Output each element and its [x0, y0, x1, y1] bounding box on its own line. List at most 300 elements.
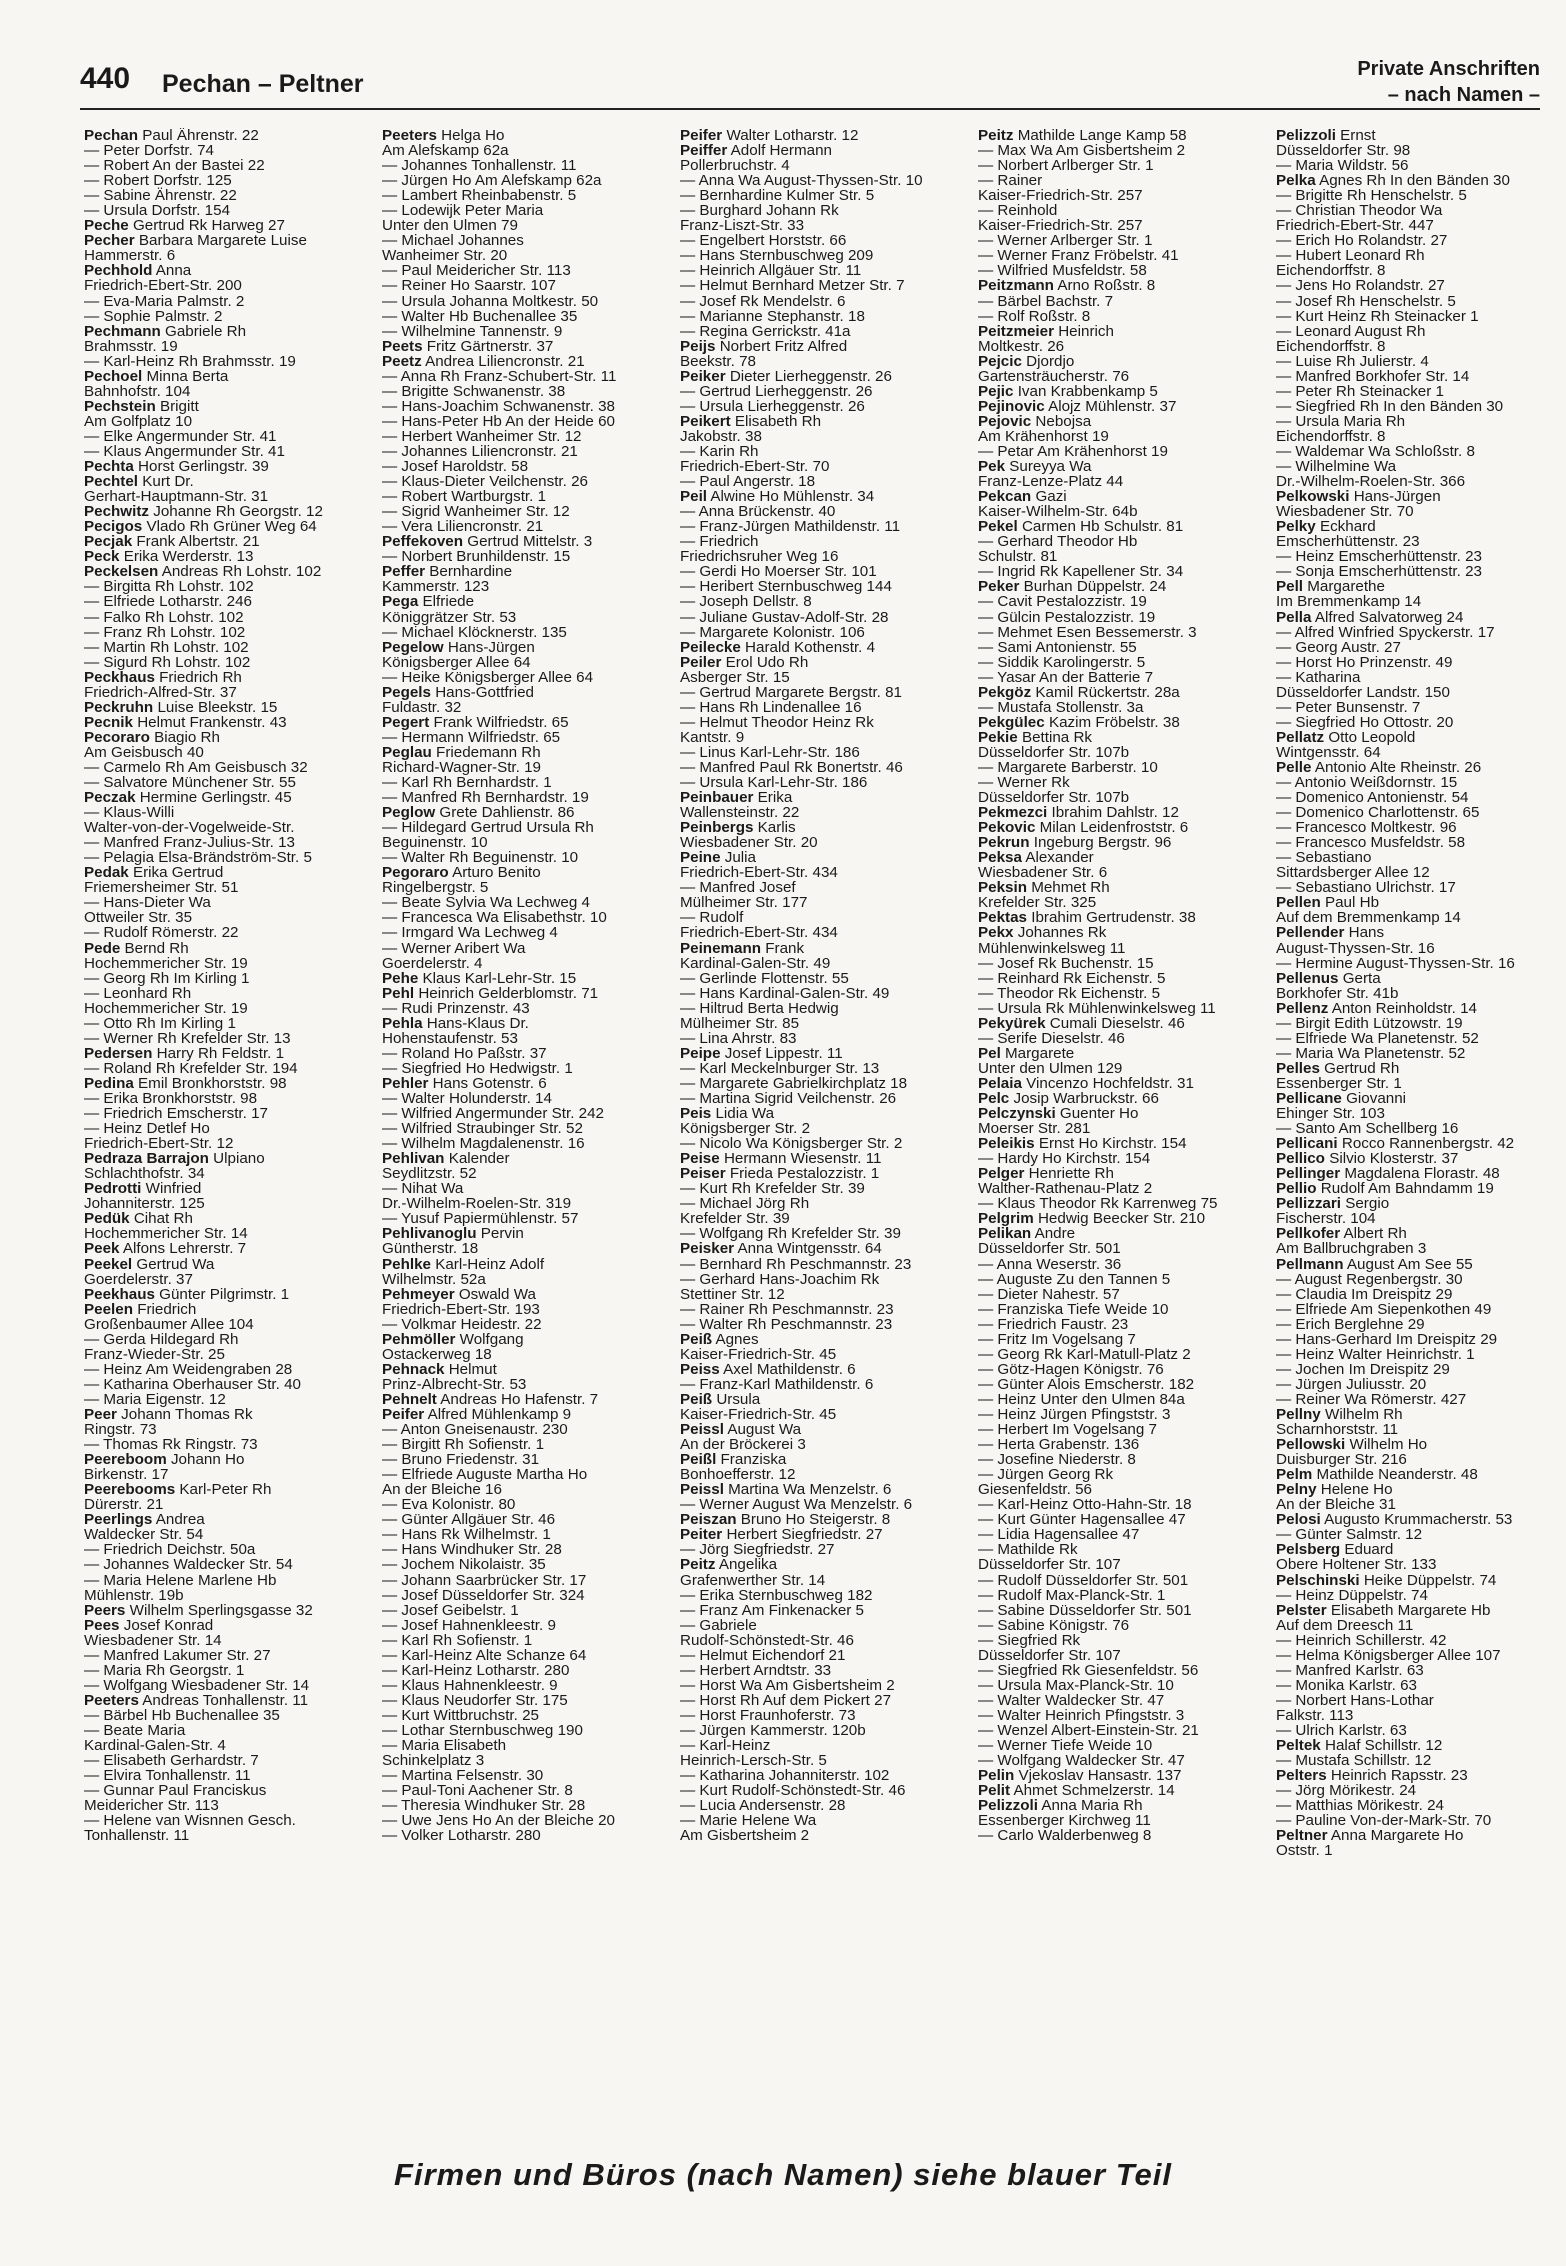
entry-details: Gabriele Rh [165, 322, 247, 340]
directory-entry [382, 324, 666, 339]
entry-surname: Peltek [1276, 1737, 1321, 1755]
entry-details: — Norbert Arlberger Str. 1 [978, 157, 1154, 175]
entry-details: Bonhoefferstr. 12 [680, 1466, 796, 1484]
entry-surname: Peissl [680, 1421, 724, 1439]
directory-entry [382, 941, 666, 956]
directory-entry [1276, 339, 1560, 354]
entry-details: Ahmet Schmelzerstr. 14 [1013, 1782, 1175, 1800]
entry-details: — Heinrich Allgäuer Str. 11 [680, 262, 862, 280]
entry-details: — Friedrich [680, 533, 759, 551]
entry-details: Winfried [145, 1180, 202, 1198]
entry-details: — Georg Austr. 27 [1276, 638, 1401, 656]
directory-entry [1276, 1633, 1560, 1648]
entry-details: Kaiser-Friedrich-Str. 45 [680, 1345, 837, 1363]
entry-details: — Manfred Lakumer Str. 27 [84, 1646, 271, 1664]
directory-entry [382, 925, 666, 940]
directory-entry [84, 1828, 368, 1843]
entry-details: Giovanni [1346, 1090, 1407, 1107]
directory-entry [978, 1151, 1262, 1166]
entry-details: Friedrich-Ebert-Str. 70 [680, 458, 830, 476]
entry-details: — Carlo Walderbenweg 8 [978, 1827, 1152, 1845]
entry-details: Bruno Ho Steigerstr. 8 [740, 1511, 891, 1529]
entry-details: — Robert An der Bastei 22 [84, 157, 265, 175]
entry-details: Josef Lippestr. 11 [724, 1044, 843, 1062]
entry-surname: Peipe [680, 1044, 721, 1062]
directory-entry [1276, 820, 1560, 835]
entry-details: — Salvatore Münchener Str. 55 [84, 774, 296, 792]
entry-details: — Brigitte Rh Henschelstr. 5 [1276, 187, 1467, 205]
entry-surname: Peelen [84, 1300, 133, 1318]
entry-details: — Rainer [978, 172, 1043, 190]
entry-details: — Jürgen Georg Rk [978, 1466, 1114, 1484]
directory-entry [1276, 910, 1560, 925]
entry-details: Burhan Düppelstr. 24 [1023, 578, 1167, 596]
entry-details: Cihat Rh [133, 1210, 193, 1228]
entry-details: — Klaus Hahnenkleestr. 9 [382, 1676, 558, 1694]
entry-details: Wilhelm Rh [1324, 1405, 1403, 1423]
directory-entry [978, 1106, 1262, 1121]
directory-entry [978, 1798, 1262, 1813]
entry-details: — Karl-Heinz Otto-Hahn-Str. 18 [978, 1496, 1192, 1514]
entry-details: — Siegfried Ho Ottostr. 20 [1276, 713, 1454, 731]
directory-entry [680, 1287, 964, 1302]
entry-details: — Walter Rh Beguinenstr. 10 [382, 849, 579, 867]
directory-entry [1276, 1046, 1560, 1061]
directory-entry [382, 534, 666, 549]
directory-entry [680, 640, 964, 655]
directory-entry [680, 339, 964, 354]
directory-entry [978, 1753, 1262, 1768]
directory-entry [1276, 1106, 1560, 1121]
entry-surname: Pellmann [1276, 1255, 1344, 1273]
entry-details: Hans [1348, 924, 1385, 942]
directory-column-3 [680, 128, 964, 2128]
entry-surname: Pekovic [978, 819, 1036, 837]
entry-details: Martina Wa Menzelstr. 6 [728, 1481, 892, 1499]
entry-details: Eichendorffstr. 8 [1276, 262, 1386, 280]
directory-entry [978, 1557, 1262, 1572]
entry-details: Helmut [448, 1360, 497, 1378]
entry-details: Königsberger Str. 2 [680, 1120, 811, 1138]
entry-details: Krefelder Str. 39 [680, 1210, 790, 1228]
directory-entry [680, 1166, 964, 1181]
directory-entry [680, 1753, 964, 1768]
entry-surname: Pell [1276, 578, 1304, 596]
directory-entry [978, 1512, 1262, 1527]
entry-details: — Yusuf Papiermühlenstr. 57 [382, 1210, 579, 1228]
entry-details: — Sigurd Rh Lohstr. 102 [84, 653, 251, 671]
directory-entry [680, 1001, 964, 1016]
entry-details: Hans-Jürgen [1353, 488, 1441, 506]
directory-entry [978, 263, 1262, 278]
directory-entry [382, 1136, 666, 1151]
entry-details: Schinkelplatz 3 [382, 1752, 485, 1770]
entry-details: — Sami Antonienstr. 55 [978, 638, 1137, 656]
directory-entry [978, 625, 1262, 640]
entry-details: Asberger Str. 15 [680, 668, 790, 686]
directory-entry [1276, 865, 1560, 880]
footer-note: Firmen und Büros (nach Namen) siehe blauer Teil [394, 2157, 1172, 2192]
entry-details: — Peter Dorfstr. 74 [84, 142, 214, 160]
directory-entry [84, 1016, 368, 1031]
entry-details: — Martina Sigrid Veilchenstr. 26 [680, 1090, 897, 1107]
directory-entry [978, 309, 1262, 324]
entry-surname: Peets [382, 337, 423, 355]
entry-details: — Wilfried Straubinger Str. 52 [382, 1120, 583, 1138]
entry-details: Unter den Ulmen 129 [978, 1059, 1123, 1077]
entry-surname: Peerlings [84, 1511, 153, 1529]
entry-details: — Ursula Maria Rh [1276, 412, 1406, 430]
directory-entry [84, 880, 368, 895]
directory-entry [382, 820, 666, 835]
entry-details: — Helma Königsberger Allee 107 [1276, 1646, 1501, 1664]
entry-surname: Peltner [1276, 1827, 1328, 1845]
directory-entry [680, 309, 964, 324]
directory-column-4 [978, 128, 1262, 2128]
directory-entry [84, 805, 368, 820]
directory-entry [1276, 1843, 1560, 1858]
entry-details: — Gerlinde Flottenstr. 55 [680, 969, 849, 987]
directory-column-1 [84, 128, 368, 2128]
entry-details: Kaiser-Wilhelm-Str. 64b [978, 503, 1138, 521]
entry-surname: Pelschinski [1276, 1571, 1360, 1589]
entry-details: Nebojsa [1035, 412, 1092, 430]
entry-details: — Maria Elisabeth [382, 1737, 507, 1755]
entry-surname: Pehmeyer [382, 1285, 455, 1303]
entry-details: Karlis [757, 819, 796, 837]
directory-entry [1276, 158, 1560, 173]
directory-entry [382, 895, 666, 910]
directory-entry [382, 1241, 666, 1256]
directory-entry [680, 1813, 964, 1828]
directory-entry [84, 1046, 368, 1061]
directory-entry [1276, 1467, 1560, 1482]
entry-details: — Mustafa Schillstr. 12 [1276, 1752, 1432, 1770]
directory-entry [84, 1181, 368, 1196]
directory-entry [680, 1497, 964, 1512]
entry-details: Kamil Rückertstr. 28a [1035, 683, 1180, 701]
entry-surname: Pelka [1276, 172, 1316, 190]
entry-details: — Jürgen Kammerstr. 120b [680, 1721, 866, 1739]
entry-details: — Max Wa Am Gisbertsheim 2 [978, 142, 1186, 160]
directory-entry [680, 549, 964, 564]
directory-entry [978, 715, 1262, 730]
directory-entry [1276, 1828, 1560, 1843]
entry-details: Mülheimer Str. 85 [680, 1014, 800, 1032]
directory-entry [382, 564, 666, 579]
directory-entry [382, 339, 666, 354]
directory-entry [84, 655, 368, 670]
directory-entry [680, 233, 964, 248]
directory-entry [978, 1302, 1262, 1317]
entry-surname: Peleikis [978, 1135, 1035, 1153]
entry-surname: Pellkofer [1276, 1225, 1341, 1243]
entry-details: Otto Leopold [1328, 728, 1416, 746]
directory-entry [680, 188, 964, 203]
directory-entry [382, 399, 666, 414]
directory-entry [84, 1452, 368, 1467]
directory-entry [84, 1332, 368, 1347]
directory-entry [680, 173, 964, 188]
directory-entry [84, 579, 368, 594]
entry-details: Rudolf-Schönstedt-Str. 46 [680, 1631, 854, 1649]
entry-details: Friemersheimer Str. 51 [84, 879, 239, 897]
entry-details: — Walter Waldecker Str. 47 [978, 1691, 1165, 1709]
entry-details: — Rudolf [680, 909, 744, 927]
entry-details: Friedrich-Ebert-Str. 447 [1276, 217, 1434, 235]
entry-details: Prinz-Albrecht-Str. 53 [382, 1375, 527, 1393]
directory-entry [84, 1347, 368, 1362]
entry-surname: Peffekoven [382, 533, 464, 551]
entry-details: Unter den Ulmen 79 [382, 217, 518, 235]
directory-entry [84, 850, 368, 865]
directory-entry [382, 1738, 666, 1753]
entry-details: Friedrichsruher Weg 16 [680, 548, 839, 566]
entry-details: Frank Albertstr. 21 [136, 533, 260, 551]
entry-details: Hans Gotenstr. 6 [432, 1074, 547, 1092]
directory-column-2 [382, 128, 666, 2128]
directory-entry [382, 218, 666, 233]
directory-entry [1276, 1151, 1560, 1166]
entry-details: Franz-Wieder-Str. 25 [84, 1345, 225, 1363]
entry-details: Beekstr. 78 [680, 352, 756, 370]
directory-entry [680, 158, 964, 173]
entry-details: — Karin Rh [680, 442, 759, 460]
directory-entry [978, 1332, 1262, 1347]
directory-entry [382, 1016, 666, 1031]
directory-entry [978, 218, 1262, 233]
directory-entry [978, 730, 1262, 745]
entry-details: — Karl Rh Sofienstr. 1 [382, 1631, 533, 1649]
entry-details: — Katharina Oberhauser Str. 40 [84, 1375, 301, 1393]
entry-details: Gerta [1342, 969, 1381, 987]
entry-details: — Ursula Johanna Moltkestr. 50 [382, 292, 599, 310]
directory-entry [1276, 384, 1560, 399]
entry-details: — Gerdi Ho Moerser Str. 101 [680, 563, 877, 581]
entry-details: — Helmut Bernhard Metzer Str. 7 [680, 277, 905, 295]
directory-entry [84, 1091, 368, 1106]
directory-entry [84, 1482, 368, 1497]
directory-entry [1276, 1272, 1560, 1287]
directory-entry [382, 1001, 666, 1016]
directory-entry [382, 429, 666, 444]
entry-surname: Pellicane [1276, 1090, 1342, 1107]
directory-entry [1276, 805, 1560, 820]
directory-entry [680, 1121, 964, 1136]
entry-details: Wilhelm Sperlingsgasse 32 [129, 1601, 313, 1619]
directory-entry [84, 384, 368, 399]
directory-entry [382, 1467, 666, 1482]
entry-details: Ursula [716, 1390, 761, 1408]
entry-surname: Pellizzari [1276, 1195, 1341, 1213]
entry-details: — Heribert Sternbuschweg 144 [680, 578, 892, 596]
directory-entry [680, 775, 964, 790]
directory-entry [1276, 1016, 1560, 1031]
entry-details: — Kurt Günter Hagensallee 47 [978, 1511, 1186, 1529]
directory-entry [84, 1317, 368, 1332]
entry-details: — Werner Rh Krefelder Str. 13 [84, 1029, 291, 1047]
entry-details: — Franz Am Finkenacker 5 [680, 1601, 864, 1619]
entry-details: — Lodewijk Peter Maria [382, 202, 544, 220]
entry-details: — Heinrich Schillerstr. 42 [1276, 1631, 1447, 1649]
directory-entry [680, 941, 964, 956]
directory-entry [978, 1347, 1262, 1362]
directory-entry [84, 1061, 368, 1076]
entry-details: — Sigrid Wanheimer Str. 12 [382, 503, 570, 521]
directory-entry [84, 1603, 368, 1618]
directory-entry [978, 1226, 1262, 1241]
entry-details: Oststr. 1 [1276, 1842, 1333, 1860]
directory-entry [1276, 1362, 1560, 1377]
directory-entry [1276, 294, 1560, 309]
entry-details: Moerser Str. 281 [978, 1120, 1091, 1138]
entry-details: — Heinz Emscherhüttenstr. 23 [1276, 548, 1482, 566]
entry-details: Julia [724, 849, 757, 867]
directory-entry [680, 1648, 964, 1663]
entry-details: Ibrahim Dahlstr. 12 [1051, 804, 1179, 822]
entry-details: — Volkmar Heidestr. 22 [382, 1315, 542, 1333]
directory-entry [680, 1542, 964, 1557]
entry-details: Schlachthofstr. 34 [84, 1165, 205, 1183]
entry-surname: Peche [84, 217, 129, 235]
entry-details: — Juliane Gustav-Adolf-Str. 28 [680, 608, 889, 626]
entry-details: Birkenstr. 17 [84, 1466, 169, 1484]
entry-details: Wiesbadener Str. 20 [680, 834, 818, 852]
directory-entry [382, 444, 666, 459]
directory-entry [680, 534, 964, 549]
directory-entry [84, 1557, 368, 1572]
directory-entry [84, 1166, 368, 1181]
entry-surname: Peiffer [680, 142, 728, 160]
entry-details: — Friedrich Emscherstr. 17 [84, 1105, 268, 1123]
directory-entry [84, 489, 368, 504]
directory-entry [382, 1392, 666, 1407]
directory-entry [978, 519, 1262, 534]
directory-entry [84, 640, 368, 655]
directory-entry [978, 1016, 1262, 1031]
entry-details: Andreas Ho Hafenstr. 7 [440, 1390, 599, 1408]
directory-entry [382, 1211, 666, 1226]
entry-details: Bahnhofstr. 104 [84, 382, 191, 400]
directory-entry [382, 1723, 666, 1738]
entry-details: Krefelder Str. 325 [978, 894, 1097, 912]
directory-entry [978, 1768, 1262, 1783]
directory-entry [84, 1708, 368, 1723]
entry-details: Obere Holtener Str. 133 [1276, 1556, 1437, 1574]
entry-details: Meidericher Str. 113 [84, 1797, 219, 1815]
entry-details: Friedemann Rh [436, 743, 541, 761]
directory-entry [680, 1482, 964, 1497]
entry-details: — Elfriede Wa Planetenstr. 52 [1276, 1029, 1479, 1047]
entry-details: Arno Roßstr. 8 [1057, 277, 1156, 295]
entry-details: — Werner Aribert Wa [382, 939, 526, 957]
entry-details: — Friedrich Deichstr. 50a [84, 1541, 256, 1559]
entry-details: — Johann Saarbrücker Str. 17 [382, 1571, 587, 1589]
directory-entry [84, 263, 368, 278]
entry-details: Friedrich-Ebert-Str. 193 [382, 1300, 540, 1318]
directory-entry [680, 203, 964, 218]
entry-details: Alojz Mühlenstr. 37 [1048, 397, 1177, 415]
entry-details: — Auguste Zu den Tannen 5 [978, 1270, 1171, 1288]
directory-entry [1276, 1512, 1560, 1527]
entry-surname: Pedrotti [84, 1180, 142, 1198]
directory-entry [1276, 1783, 1560, 1798]
directory-entry [84, 1121, 368, 1136]
entry-details: — Antonio Weißdornstr. 15 [1276, 774, 1458, 792]
directory-entry [382, 489, 666, 504]
entry-details: Mehmet Rh [1031, 879, 1110, 897]
entry-details: Gertrud Mittelstr. 3 [467, 533, 593, 551]
entry-surname: Peglow [382, 804, 436, 822]
directory-entry [382, 1663, 666, 1678]
entry-surname: Peiter [680, 1526, 723, 1544]
entry-details: — Thomas Rk Ringstr. 73 [84, 1436, 258, 1454]
entry-details: Andreas Rh Lohstr. 102 [161, 563, 322, 581]
directory-entry [978, 1377, 1262, 1392]
entry-details: — Norbert Brunhildenstr. 15 [382, 548, 571, 566]
entry-details: — Peter Rh Steinacker 1 [1276, 382, 1444, 400]
directory-entry [382, 1512, 666, 1527]
directory-entry [84, 1392, 368, 1407]
directory-entry [1276, 1588, 1560, 1603]
entry-details: — Hans-Joachim Schwanenstr. 38 [382, 397, 615, 415]
entry-details: — Michael Johannes [382, 232, 524, 250]
directory-entry [978, 805, 1262, 820]
directory-entry [978, 1708, 1262, 1723]
directory-entry [680, 1557, 964, 1572]
directory-entry [84, 1302, 368, 1317]
directory-entry [382, 971, 666, 986]
entry-details: Heike Düppelstr. 74 [1363, 1571, 1497, 1589]
directory-entry [1276, 971, 1560, 986]
entry-surname: Pehnack [382, 1360, 445, 1378]
entry-surname: Peitzmeier [978, 322, 1054, 340]
directory-entry [978, 745, 1262, 760]
directory-entry [1276, 1708, 1560, 1723]
entry-details: — Wilfried Musfeldstr. 58 [978, 262, 1147, 280]
directory-entry [84, 324, 368, 339]
entry-details: Frieda Pestalozzistr. 1 [729, 1165, 880, 1183]
directory-entry [978, 941, 1262, 956]
entry-details: Dürerstr. 21 [84, 1496, 164, 1514]
directory-entry [84, 1211, 368, 1226]
directory-entry [84, 790, 368, 805]
entry-details: Mathilde Lange Kamp 58 [1017, 128, 1187, 144]
entry-details: Franz-Lenze-Platz 44 [978, 473, 1124, 491]
entry-surname: Peczak [84, 789, 136, 807]
entry-details: Eckhard [1319, 518, 1376, 536]
entry-details: August Am See 55 [1346, 1255, 1473, 1273]
entry-details: Elisabeth Rh [734, 412, 822, 430]
entry-details: — Johannes Liliencronstr. 21 [382, 442, 578, 460]
entry-surname: Peis [680, 1105, 712, 1123]
entry-details: Anna Maria Rh [1041, 1797, 1143, 1815]
directory-entry [1276, 850, 1560, 865]
entry-details: Ernst [1340, 128, 1376, 144]
entry-details: — Gülcin Pestalozzistr. 19 [978, 608, 1156, 626]
entry-details: — Nihat Wa [382, 1180, 464, 1198]
entry-details: — Hans Sternbuschweg 209 [680, 247, 874, 265]
directory-entry [1276, 625, 1560, 640]
entry-details: — Jens Ho Rolandstr. 27 [1276, 277, 1445, 295]
directory-entry [84, 158, 368, 173]
directory-entry [1276, 1813, 1560, 1828]
entry-details: Eduard [1344, 1541, 1394, 1559]
directory-entry [680, 248, 964, 263]
directory-entry [978, 1166, 1262, 1181]
entry-details: — Michael Jörg Rh [680, 1195, 810, 1213]
entry-details: — Werner August Wa Menzelstr. 6 [680, 1496, 913, 1514]
